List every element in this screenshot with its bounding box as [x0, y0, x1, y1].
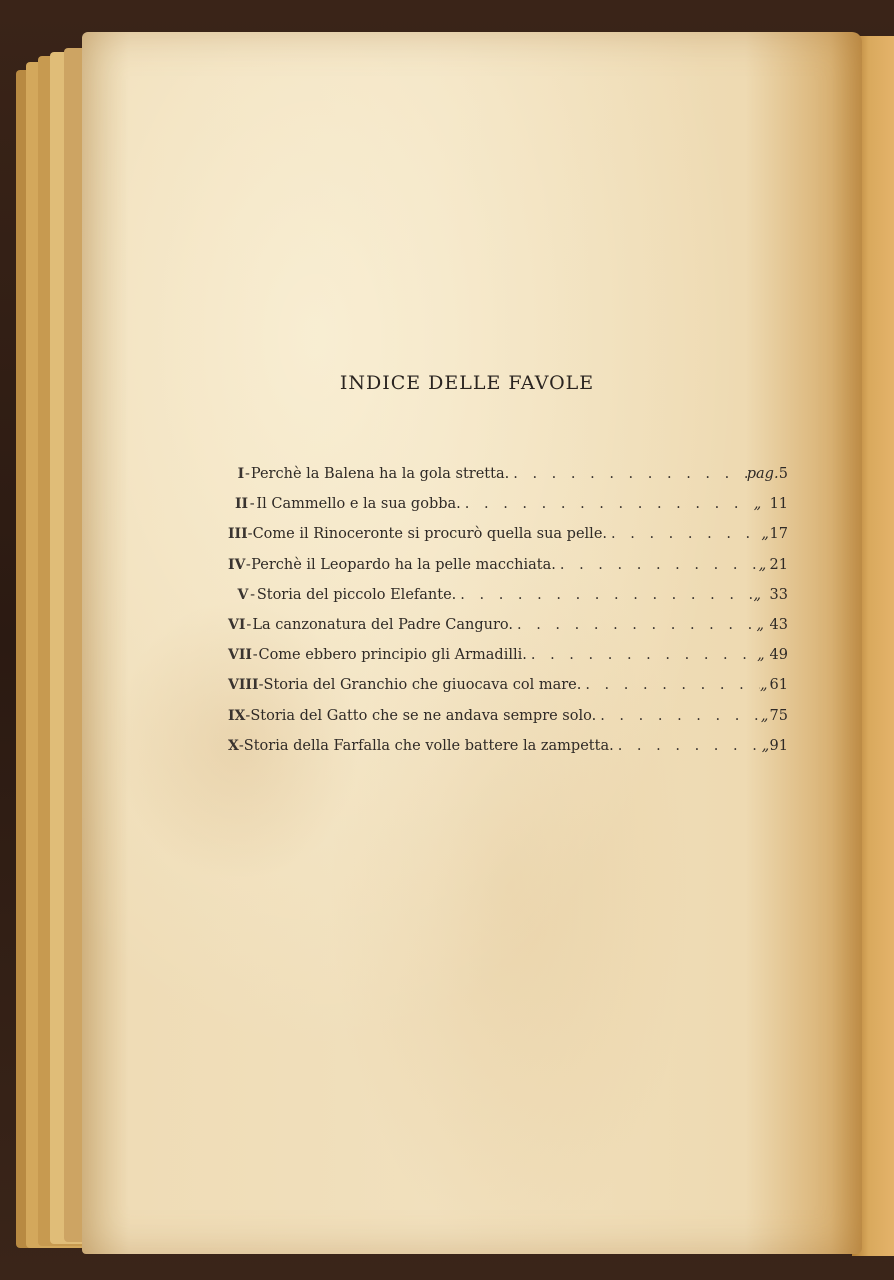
toc-entry [228, 708, 788, 738]
entry-separator: - [250, 586, 256, 603]
entry-numeral: VIII [228, 677, 259, 694]
entry-page-label: „ [761, 526, 769, 543]
entry-page-label: „ [753, 496, 762, 513]
entry-numeral: I [237, 466, 245, 482]
toc-entry [228, 617, 788, 647]
entry-title: Come il Rinoceronte si procurò quella sua pelle. [252, 526, 608, 543]
entry-page-number: 11 [769, 496, 789, 513]
entry-page-label: „ [756, 616, 764, 633]
entry-title: La canzonatura del Padre Canguro. [252, 616, 513, 633]
entry-page-label: „ [758, 556, 767, 573]
entry-page-number: 33 [769, 586, 788, 603]
entry-page-label: „ [753, 586, 761, 603]
entry-separator: - [245, 466, 250, 482]
entry-numeral: VII [228, 647, 252, 664]
dot-leader [456, 587, 753, 603]
entry-page-number: 49 [769, 647, 788, 664]
entry-numeral: V [237, 586, 249, 603]
entry-page-number: 75 [769, 707, 788, 724]
entry-page-label: „ [760, 707, 769, 724]
dot-leader [527, 647, 757, 663]
entry-page-number: 91 [769, 737, 788, 754]
toc-entry [228, 587, 788, 617]
entry-title: Il Cammello e la sua gobba. [256, 496, 461, 513]
entry-page-number: 43 [769, 616, 788, 633]
book-page [82, 32, 862, 1254]
toc-entry [228, 496, 788, 526]
entry-title: Storia del Granchio che giuocava col mare. [263, 677, 582, 694]
entry-title: Storia del piccolo Elefante. [256, 586, 457, 603]
entry-numeral: IX [228, 707, 246, 724]
entry-separator: - [246, 616, 252, 633]
entry-title: Storia della Farfalla che volle battere la zampetta. [243, 737, 614, 754]
table-of-contents [82, 32, 862, 1254]
entry-numeral: VI [228, 616, 246, 633]
toc-entry [228, 738, 788, 768]
entry-page-number: 5 [778, 466, 788, 482]
entry-title: Perchè il Leopardo ha la pelle macchiata. [251, 556, 556, 573]
entry-title: Come ebbero principio gli Armadilli. [258, 647, 527, 664]
entry-numeral: X [228, 737, 239, 754]
dot-leader [581, 677, 760, 693]
entry-separator: - [245, 556, 251, 573]
toc-entry [228, 647, 788, 677]
toc-title: INDICE DELLE FAVOLE [339, 372, 595, 394]
dot-leader [509, 466, 747, 482]
entry-separator: - [249, 496, 255, 513]
dot-leader [461, 496, 754, 512]
entry-page-number: 61 [769, 677, 788, 694]
entry-page-number: 17 [769, 526, 788, 543]
entry-separator: - [247, 526, 253, 543]
entry-page-label: „ [761, 737, 770, 754]
entry-numeral: II [234, 496, 249, 513]
dot-leader [513, 617, 756, 633]
entry-page-label: „ [760, 677, 768, 694]
entry-page-number: 21 [769, 556, 788, 573]
entry-numeral: III [228, 526, 248, 543]
entry-numeral: IV [228, 556, 246, 573]
dot-leader [596, 708, 761, 724]
toc-entries [228, 466, 788, 768]
entry-separator: - [245, 707, 251, 724]
toc-entry [228, 466, 788, 496]
toc-entry [228, 677, 788, 707]
entry-title: Storia del Gatto che se ne andava sempre solo. [250, 707, 597, 724]
dot-leader [556, 557, 759, 573]
entry-page-label: „ [757, 647, 765, 664]
entry-separator: - [258, 677, 264, 694]
toc-entry [228, 526, 788, 556]
dot-leader [614, 738, 762, 754]
entry-separator: - [238, 737, 244, 754]
entry-page-label: pag. [746, 466, 779, 482]
entry-separator: - [252, 647, 258, 664]
toc-entry [228, 557, 788, 587]
entry-title: Perchè la Balena ha la gola stretta. [250, 466, 510, 482]
dot-leader [607, 526, 761, 542]
